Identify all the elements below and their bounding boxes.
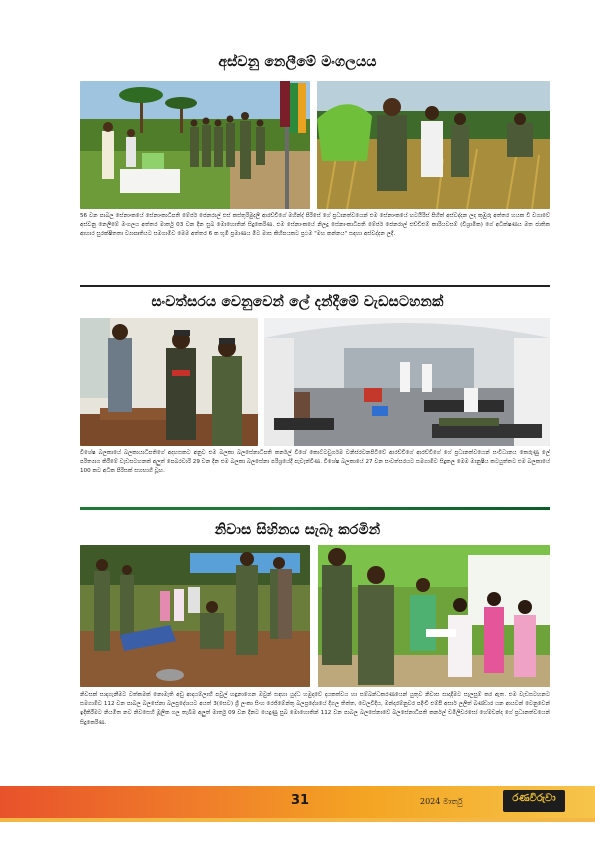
- section-heading-harvest: අස්වනු නෙලීමේ මංගලයය: [218, 54, 377, 70]
- blood-donation-photo-left: [80, 318, 258, 446]
- harvest-ceremony-photo-right: [317, 81, 550, 209]
- section-body-blood-donation: විශේෂ බලකායේ බලකායාධිපතිගේ අදහසකට අනුව එම බලකා බලසේනාධිපති කර්නල් විශේ කොට්ටවුර්ගම වනිස්රවනපිටිවේ ආරච්චිගේ ආරච්චිගේ ගේ ප්‍රධානත්වයෙන් සංවිධානය කෙරුණු ලේ පරිත්‍යාග කිරීමේ වැඩසටහනක් අලුත් පෙබරවාරි 29 වන දින එම බලකා බලසේනා පරිශ්‍රයේදී පැවැත්විණ. විශේෂ බලකායේ 27 වන සංවත්සරයට සමගාමීව සිදුකල මෙම මානුෂීය කටයුත්තට එම බලකායේ 100 කට අධික පිරිසක් සහභාගී වූහ.: [80, 450, 550, 475]
- section-body-housing: නිවසක් සාදාගැනීමට වත්කමක් නොමැති අඩු ආදායම්ලාභී පවුල් හඳුනාගෙන ඔවුන් සඳහා යුද්ධ හමුදාවේ දායකත්වය හා සම්බන්ධකරණයෙන් යුතුව නිවාස සාදාදීමට සැලසුම් කර ඇත. එම වැඩසටහනට සමගාමීව 112 වන පාබල බලසේනා බලප්‍රදේශයට අයත් 3(සෙව) ශ්‍රී ලංකා සිංහ රෙජිමේන්තු බලප්‍රදේශයේ දිගල තිත්ත, වෙලවිදිය, මන්දාරම්නුවර පදිංචි එම්පී අසාර් ලලිත් බණ්ඩාර යන ආයවන් වෙනුවෙන් ඉදිකිරීමට නියමිත නව නිවසෙහි මූලික ගල තැබීම අලුත් මාර්තු 09 වන දිනට යෙදුණු සුබ මොහොතින් 112 වන පාබල බලසේනාවේ බලසේනාධිපති කර්නල් චමිලිචරසෝ හේමචන්ද ගේ ප්‍රධානත්වයෙන් සිදුකෙරිණ.: [80, 692, 550, 726]
- magazine-title: රණවිරුවා: [512, 793, 556, 804]
- housing-foundation-photo-right: [318, 545, 550, 687]
- section-divider: [80, 285, 550, 287]
- housing-foundation-photo-left: [80, 545, 310, 687]
- issue-date: 2024 මාර්තු: [420, 797, 463, 806]
- section-heading-housing: නිවාස සිහිනය සැබෑ කරමින්: [214, 522, 381, 538]
- section-body-harvest: 56 වන පාබල සේනාංකයේ සේනාංකාධිපති මේජර් ජෙනරාල් එස් කස්තුරිමුදලි ආරච්චිගේ මහින්ද් පිරිසේ ගේ ප්‍රධානත්වයෙන් එම සේනාංකයේ හටයිරිස් පිහිත් අස්වද්දන ලද කුඹුරු අත්තර හයක වී වගාවේ අස්වනු නෙලීමේ මංගලය අත්තර මාර්තු 03 වන දින සුබ මොහොතින් සිදුකෙරිණ. එම සේනාංකයේ නිලදු සේනාංකාධිපති මේජර් ජෙනරාල් එච්ඩීඑම් කාරියවසම් (විශ්‍රාමික) ගේ අධීක්ෂණය මත ජාතික ආහාර සුරක්ෂිතතා ව්‍යාපෘතියට සමගාමීව මෙම අත්තර 6 ක භූමි ප්‍රමාණය මිට මාස කිහිපයකට ප්‍රථම "මහ කන්නය" සඳහා අස්වද්දන ලදි.: [80, 213, 550, 238]
- section-divider: [80, 507, 550, 510]
- section-heading-blood-donation: සංවත්සරය වෙනුවෙන් ලේ දන්දීමේ වැඩසටහනක්: [151, 294, 444, 310]
- page-number: 31: [290, 793, 310, 808]
- footer-stripe: [0, 818, 595, 822]
- harvest-ceremony-photo-left: [80, 81, 310, 209]
- blood-donation-photo-right: [264, 318, 550, 446]
